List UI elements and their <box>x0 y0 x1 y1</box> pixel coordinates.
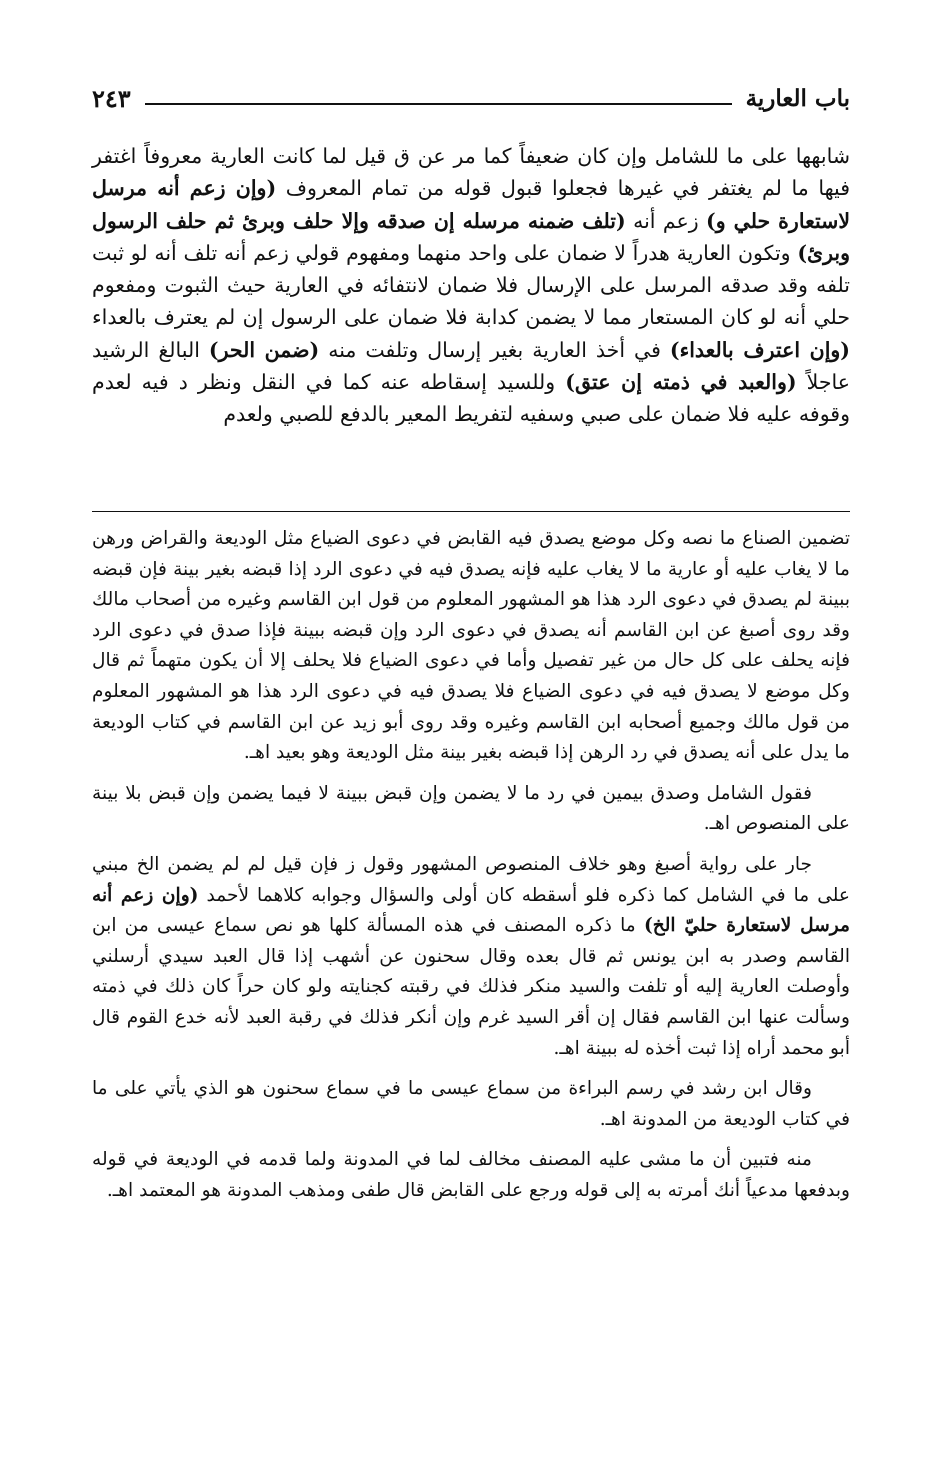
page-header <box>92 74 850 114</box>
header-rule <box>145 103 732 105</box>
footnote-paragraph: وقال ابن رشد في رسم البراءة من سماع عيسى ما في سماع سحنون هو الذي يأتي على ما في كتاب الوديعة من المدونة اهـ. <box>92 1078 850 1130</box>
matn-quote: (وإن زعم أنه مرسل لاستعارة حلي و) <box>92 176 851 233</box>
footnote-separator <box>92 511 850 512</box>
footnote-text: ما ذكره المصنف في هذه المسألة كلها هو نص سماع عيسى من ابن القاسم وصدر به ابن يونس ثم قال بعده وقال سحنون عن أشهب إذا قال العبد سيدي أرسلني وأوصلت العارية إليه أو تلفت والسيد منكر فذلك في رقبته كجنايته ولو كان حراً كان ذلك في ذمته وسألت عنها ابن القاسم فقال إن أقر السيد غرم وإن أنكر فذلك في رقبة العبد لأنه خدع القوم قال أبو محمد أراه إذا ثبت أخذه له ببينة اهـ. <box>92 915 850 1059</box>
footnote-paragraph: منه فتبين أن ما مشى عليه المصنف مخالف لما في المدونة ولما قدمه في الوديعة في قوله وبدفعها مدعياً أنك أمرته به إلى قوله ورجع على القابض قال طفى ومذهب المدونة هو المعتمد اهـ. <box>92 1149 850 1201</box>
matn-quote: (تلف ضمنه مرسله إن صدقه وإلا حلف وبرئ ثم حلف الرسول وبرئ) <box>92 208 850 265</box>
main-text <box>92 140 850 431</box>
matn-quote: (وإن اعترف بالعداء) <box>669 337 850 362</box>
running-title: باب العارية <box>745 85 850 112</box>
footnote-paragraph: فقول الشامل وصدق بيمين في رد ما لا يضمن وإن قبض ببينة لا فيما يضمن وإن قبض بلا بينة على المنصوص اهـ. <box>92 782 850 835</box>
commentary-text: في أخذ العارية بغير إرسال وتلفت منه <box>319 337 670 362</box>
commentary-text: شابهها على ما للشامل وإن كان ضعيفاً كما مر عن ق قيل لما كانت العارية معروفاً اغتفر فيها ما لم يغتفر في غيرها فجعلوا قبول قوله من تمام المعروف <box>92 144 851 201</box>
footnote-text: جار على رواية أصبغ وهو خلاف المنصوص المشهور وقول ز فإن قيل لم لم يضمن الخ مبني على ما في الشامل كما ذكره فلو أسقطه كان أولى والسؤال وجوابه كلاهما لأحمد <box>92 853 850 906</box>
main-paragraph <box>92 140 850 431</box>
commentary-text: البالغ الرشيد عاجلاً <box>92 337 850 395</box>
matn-quote: (وإن زعم أنه مرسل لاستعارة حليّ الخ) <box>92 884 850 937</box>
page-number: ٢٤٣ <box>92 84 131 113</box>
commentary-text: وتكون العارية هدراً لا ضمان على واحد منهما ومفهوم قولي زعم أنه تلف أنه لو ثبت تلفه وقد صدقه المرسل على الإرسال فلا ضمان لانتفائه في العارية حيث الثبوت ومفعوم حلي أنه لو كان المستعار مما لا يضمن كدابة فلا ضمان على الرسول إن لم يعترف بالعداء <box>92 240 850 330</box>
footnote-paragraph: تضمين الصناع ما نصه وكل موضع يصدق فيه القابض في دعوى الضياع مثل الوديعة والقراض ورهن ما لا يغاب عليه أو عارية ما لا يغاب عليه فإنه يصدق فيه في دعوى الرد إذا قبضه بغير بينة فإن قبضه ببينة لم يصدق في دعوى الرد هذا هو المشهور المعلوم من قول ابن القاسم وغيره من أصحاب مالك وقد روى أصبغ عن ابن القاسم أنه يصدق في دعوى الرد وإن قبضه ببينة فإذا صدق في دعوى الرد فإنه يحلف على كل حال من غير تفصيل وأما في دعوى الضياع فلا يحلف إلا أن يكون متهماً ثم قال وكل موضع لا يصدق فيه في دعوى الضياع فلا يصدق فيه في دعوى الرد هذا هو المشهور المعلوم من قول مالك وجميع أصحابه ابن القاسم وغيره وقد روى أبو زيد عن ابن القاسم في كتاب الوديعة ما يدل على أنه يصدق في رد الرهن إذا قبضه بغير بينة مثل الوديعة وهو بعيد اهـ. <box>92 528 850 764</box>
matn-quote: (والعبد في ذمته إن عتق) <box>565 370 797 395</box>
footnote-paragraph <box>92 850 850 1064</box>
commentary-text: زعم أنه <box>625 208 707 233</box>
matn-quote: (ضمن الحر) <box>208 337 320 362</box>
commentary-text: وللسيد إسقاطه عنه كما في النقل ونظر د فيه لعدم وقوفه عليه فلا ضمان على صبي وسفيه لتفريط المعير بالدفع للصبي ولعدم <box>92 370 850 427</box>
footnotes <box>92 524 850 1206</box>
